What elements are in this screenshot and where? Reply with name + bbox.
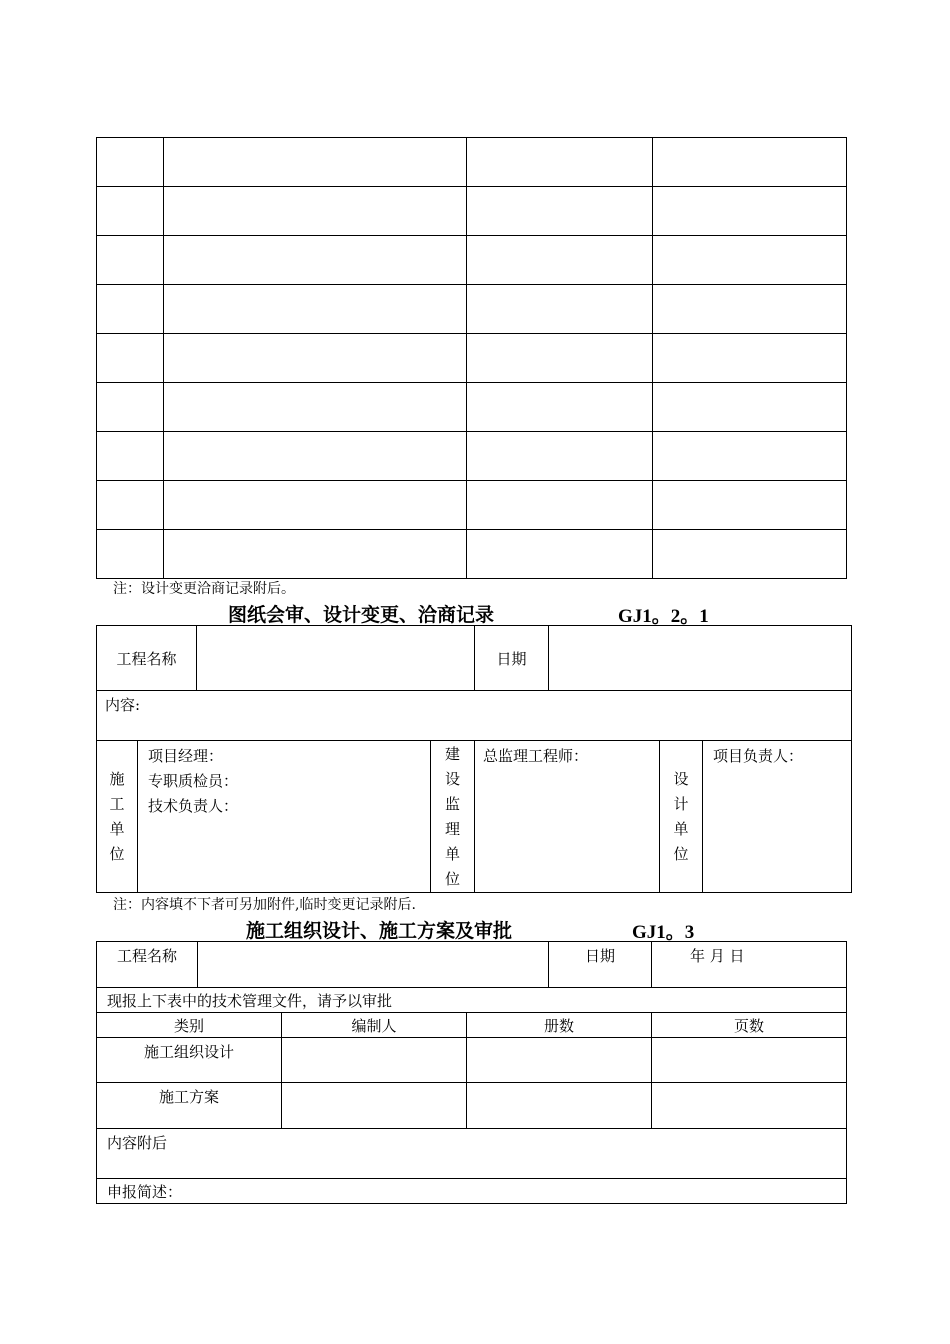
record-cell[interactable] — [97, 432, 164, 481]
record-cell[interactable] — [653, 285, 847, 334]
record-cell[interactable] — [467, 530, 653, 579]
record-cell[interactable] — [164, 530, 467, 579]
record-cell[interactable] — [653, 432, 847, 481]
form1-project-name-field[interactable] — [197, 626, 475, 691]
row-construction-design-author[interactable] — [282, 1038, 467, 1083]
record-cell[interactable] — [467, 236, 653, 285]
form2-code: GJ1。3 — [632, 922, 695, 943]
record-row — [97, 138, 847, 187]
record-cell[interactable] — [97, 383, 164, 432]
record-cell[interactable] — [467, 432, 653, 481]
header-category: 类别 — [97, 1013, 282, 1038]
form1-construction-signatures[interactable] — [138, 741, 431, 893]
record-cell[interactable] — [653, 530, 847, 579]
form2-attachment-field[interactable] — [97, 1129, 847, 1179]
record-cell[interactable] — [467, 187, 653, 236]
record-cell[interactable] — [653, 187, 847, 236]
form1-date-label: 日期 — [475, 626, 549, 691]
form1-code: GJ1。2。1 — [618, 606, 709, 627]
record-cell[interactable] — [164, 481, 467, 530]
attachment-label: 内容附后 — [107, 1134, 168, 1152]
note-design-change: 注：设计变更洽商记录附后。 — [113, 581, 295, 597]
row-construction-plan-pages[interactable] — [652, 1083, 847, 1129]
form1-supervision-unit — [431, 741, 475, 893]
record-cell[interactable] — [467, 334, 653, 383]
record-row — [97, 481, 847, 530]
header-author: 编制人 — [282, 1013, 467, 1038]
chief-supervisor-label: 总监理工程师： — [483, 747, 589, 765]
design-unit-label: 设 计 单 位 — [673, 769, 689, 863]
record-cell[interactable] — [164, 138, 467, 187]
form1-title: 图纸会审、设计变更、洽商记录 — [228, 604, 495, 626]
form2-date-label: 日期 — [549, 942, 652, 988]
record-cell[interactable] — [653, 334, 847, 383]
record-row — [97, 187, 847, 236]
record-cell[interactable] — [97, 334, 164, 383]
form2-project-name-label: 工程名称 — [97, 942, 198, 988]
record-row — [97, 383, 847, 432]
record-cell[interactable] — [467, 138, 653, 187]
record-cell[interactable] — [653, 236, 847, 285]
form1-date-field[interactable] — [549, 626, 852, 691]
row-construction-plan-author[interactable] — [282, 1083, 467, 1129]
form2-intro: 现报上下表中的技术管理文件，请予以审批 — [97, 988, 847, 1013]
summary-label: 申报简述： — [107, 1182, 183, 1201]
record-row — [97, 334, 847, 383]
form1-design-signature[interactable] — [703, 741, 852, 893]
record-row — [97, 432, 847, 481]
form1-table — [96, 625, 852, 893]
record-cell[interactable] — [653, 481, 847, 530]
record-row — [97, 530, 847, 579]
row-construction-plan: 施工方案 — [97, 1083, 282, 1129]
row-construction-design-volumes[interactable] — [467, 1038, 652, 1083]
form1-content-field[interactable] — [97, 691, 852, 741]
header-pages: 页数 — [652, 1013, 847, 1038]
record-cell[interactable] — [97, 187, 164, 236]
quality-inspector-label: 专职质检员： — [148, 772, 239, 790]
top-record-table — [96, 137, 847, 579]
form2-summary-field[interactable] — [97, 1179, 847, 1204]
record-cell[interactable] — [97, 530, 164, 579]
design-lead-label: 项目负责人： — [713, 747, 804, 765]
form1-content-label: 内容: — [105, 696, 141, 714]
record-cell[interactable] — [97, 481, 164, 530]
record-cell[interactable] — [97, 138, 164, 187]
row-construction-plan-volumes[interactable] — [467, 1083, 652, 1129]
note-attachments: 注：内容填不下者可另加附件,临时变更记录附后. — [113, 897, 416, 913]
record-cell[interactable] — [653, 138, 847, 187]
record-cell[interactable] — [164, 285, 467, 334]
form2-title: 施工组织设计、施工方案及审批 — [246, 920, 513, 942]
header-volumes: 册数 — [467, 1013, 652, 1038]
record-cell[interactable] — [164, 432, 467, 481]
form1-project-name-label: 工程名称 — [97, 626, 197, 691]
project-manager-label: 项目经理： — [148, 747, 224, 765]
form2-project-name-field[interactable] — [198, 942, 549, 988]
record-cell[interactable] — [164, 383, 467, 432]
record-cell[interactable] — [97, 236, 164, 285]
technical-lead-label: 技术负责人： — [148, 797, 239, 815]
record-cell[interactable] — [164, 334, 467, 383]
record-row — [97, 285, 847, 334]
row-construction-design-pages[interactable] — [652, 1038, 847, 1083]
record-row — [97, 236, 847, 285]
record-cell[interactable] — [164, 187, 467, 236]
form2-date-field[interactable]: 年 月 日 — [652, 942, 847, 988]
row-construction-design: 施工组织设计 — [97, 1038, 282, 1083]
record-cell[interactable] — [97, 285, 164, 334]
form2-table — [96, 941, 847, 1204]
form1-design-unit — [660, 741, 703, 893]
form1-construction-unit — [97, 741, 138, 893]
record-cell[interactable] — [164, 236, 467, 285]
form1-supervision-signature[interactable] — [475, 741, 660, 893]
supervision-unit-label: 建 设 监 理 单 位 — [445, 745, 461, 888]
construction-unit-label: 施 工 单 位 — [109, 769, 125, 863]
record-cell[interactable] — [467, 383, 653, 432]
record-cell[interactable] — [653, 383, 847, 432]
record-cell[interactable] — [467, 481, 653, 530]
record-cell[interactable] — [467, 285, 653, 334]
